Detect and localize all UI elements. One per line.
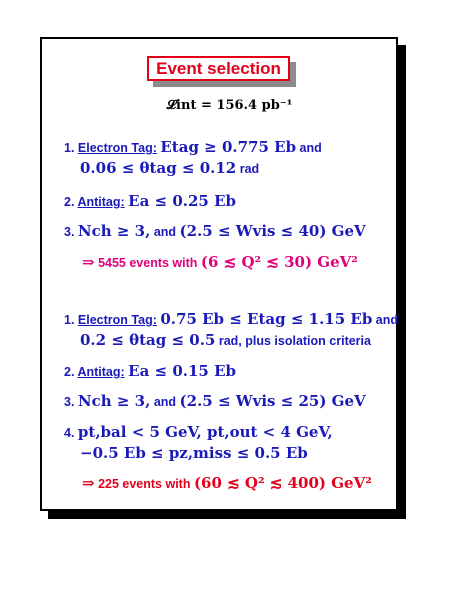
slide-title: Event selection (147, 56, 290, 81)
s2-result-text: 225 events with (98, 477, 191, 491)
s2-item3-and: and (153, 395, 177, 409)
s2-item2-num: 2. (64, 365, 75, 379)
s2-item1-num: 1. (64, 313, 75, 327)
s1-item2-num: 2. (64, 195, 75, 209)
s2-result-arrow: ⇒ (82, 474, 95, 492)
s1-result-math: (6 ≲ Q² ≲ 30) GeV² (200, 253, 358, 271)
s1-item3 (64, 222, 366, 240)
s2-item3-math2: (2.5 ≤ Wvis ≤ 25) GeV (179, 392, 366, 410)
s1-result (82, 253, 358, 271)
s2-result-math: (60 ≲ Q² ≲ 400) GeV² (193, 474, 372, 492)
s1-item3-math1: Nch ≥ 3, (77, 222, 151, 240)
s2-item4-line1 (64, 423, 333, 441)
s2-item2-label: Antitag: (77, 365, 125, 379)
s1-item3-num: 3. (64, 225, 75, 239)
s2-item3-math1: Nch ≥ 3, (77, 392, 151, 410)
s1-item2-math: Ea ≤ 0.25 Eb (128, 192, 236, 210)
s2-item3-num: 3. (64, 395, 75, 409)
s1-item1-tail2: rad (239, 162, 260, 176)
s2-item4-math2: −0.5 Eb ≤ pz,miss ≤ 0.5 Eb (80, 444, 308, 462)
s2-item1-tail: and (375, 313, 399, 327)
s2-item1-line2 (80, 331, 371, 349)
luminosity: 𝓛int = 156.4 pb⁻¹ (166, 98, 293, 113)
s1-item1-label: Electron Tag: (77, 141, 157, 155)
s1-item3-math2: (2.5 ≤ Wvis ≤ 40) GeV (179, 222, 366, 240)
s1-item1-math: Etag ≥ 0.775 Eb (160, 138, 297, 156)
s2-item2 (64, 362, 236, 380)
s2-item1-math: 0.75 Eb ≤ Etag ≤ 1.15 Eb (160, 310, 373, 328)
s2-item4-math1: pt,bal < 5 GeV, pt,out < 4 GeV, (77, 423, 333, 441)
s2-item1-math2: 0.2 ≤ θtag ≤ 0.5 (80, 331, 216, 349)
s1-item1-num: 1. (64, 141, 75, 155)
s1-result-text: 5455 events with (98, 256, 198, 270)
s1-item2 (64, 192, 236, 210)
s2-item4-line2 (80, 444, 308, 462)
s2-item4-num: 4. (64, 426, 75, 440)
s1-item3-and: and (153, 225, 177, 239)
s1-result-arrow: ⇒ (82, 253, 95, 271)
s1-item1-line2 (80, 159, 259, 177)
s2-item1-line1 (64, 310, 398, 328)
s2-result (82, 474, 372, 492)
s1-item2-label: Antitag: (77, 195, 125, 209)
s2-item1-label: Electron Tag: (77, 313, 157, 327)
s2-item2-math: Ea ≤ 0.15 Eb (128, 362, 236, 380)
s1-item1-line1 (64, 138, 322, 156)
s1-item1-math2: 0.06 ≤ θtag ≤ 0.12 (80, 159, 237, 177)
s2-item1-tail2: rad, plus isolation criteria (218, 334, 371, 348)
s2-item3 (64, 392, 366, 410)
s1-item1-tail: and (299, 141, 322, 155)
